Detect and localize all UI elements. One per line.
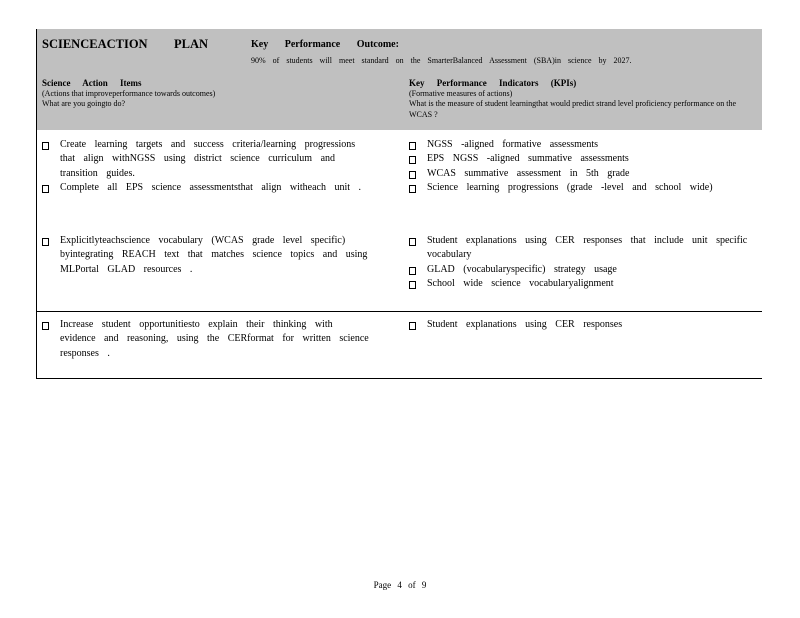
list-item: Student explanations using CER responses that include unit specific vocabulary <box>409 234 759 263</box>
list-item: Science learning progressions (grade -level and school wide) <box>409 181 759 195</box>
checkbox-icon <box>409 142 416 150</box>
list-item: NGSS -aligned formative assessments <box>409 138 759 152</box>
action-items-header <box>42 78 392 110</box>
list-item: EPS NGSS -aligned summative assessments <box>409 152 759 166</box>
list-item: WCAS summative assessment in 5th grade <box>409 167 759 181</box>
kpo-text: 90% of students will meet standard on the SmarterBalanced Assessment (SBA)in science by 2027. <box>251 56 632 65</box>
action-list <box>42 138 372 195</box>
plan-table <box>36 130 762 379</box>
list-item: School wide science vocabularyalignment <box>409 277 759 291</box>
checkbox-icon <box>409 238 416 246</box>
list-item: Create learning targets and success criteria/learning progressions that align withNGSS using district science curriculum and transition guides. <box>42 138 372 181</box>
action-list <box>42 234 372 277</box>
kpi-heading: Key Performance Indicators (KPIs) <box>409 78 577 88</box>
checkbox-icon <box>409 171 416 179</box>
checkbox-icon <box>42 185 49 193</box>
list-item: Complete all EPS science assessmentsthat align witheach unit . <box>42 181 372 195</box>
checkbox-icon <box>409 281 416 289</box>
plan-title: SCIENCEACTION <box>42 37 148 51</box>
list-item: Explicitlyteachscience vocabulary (WCAS grade level specific) byintegrating REACH text that matches science topics and using MLPortal GLAD resources . <box>42 234 372 277</box>
checkbox-icon <box>409 322 416 330</box>
document-page <box>36 29 762 379</box>
list-item: Student explanations using CER responses <box>409 318 759 332</box>
checkbox-icon <box>409 267 416 275</box>
kpi-subheading: (Formative measures of actions) <box>409 88 513 98</box>
kpi-header <box>409 78 759 120</box>
table-row <box>37 130 762 312</box>
kpo-label: Key Performance Outcome: <box>251 39 399 50</box>
kpi-list <box>409 234 759 291</box>
page-number: Page 4 of 9 <box>373 580 427 590</box>
checkbox-icon <box>42 142 49 150</box>
action-items-heading: Science Action Items <box>42 78 142 88</box>
checkbox-icon <box>409 156 416 164</box>
action-items-subheading: (Actions that improveperformance towards outcomes) <box>42 88 216 98</box>
kpi-list <box>409 318 759 332</box>
action-items-question: What are you goingto do? <box>42 99 126 108</box>
checkbox-icon <box>42 322 49 330</box>
kpi-list <box>409 138 759 195</box>
checkbox-icon <box>42 238 49 246</box>
plan-title-suffix: PLAN <box>174 37 209 51</box>
header-band <box>36 29 762 130</box>
list-item: GLAD (vocabularyspecific) strategy usage <box>409 263 759 277</box>
action-list <box>42 318 372 361</box>
checkbox-icon <box>409 185 416 193</box>
table-row <box>37 312 762 379</box>
kpi-question: What is the measure of student learningthat would predict strand level proficiency performance on the WCAS ? <box>409 99 736 119</box>
list-item: Increase student opportunitiesto explain their thinking with evidence and reasoning, using the CERformat for written science responses . <box>42 318 372 361</box>
